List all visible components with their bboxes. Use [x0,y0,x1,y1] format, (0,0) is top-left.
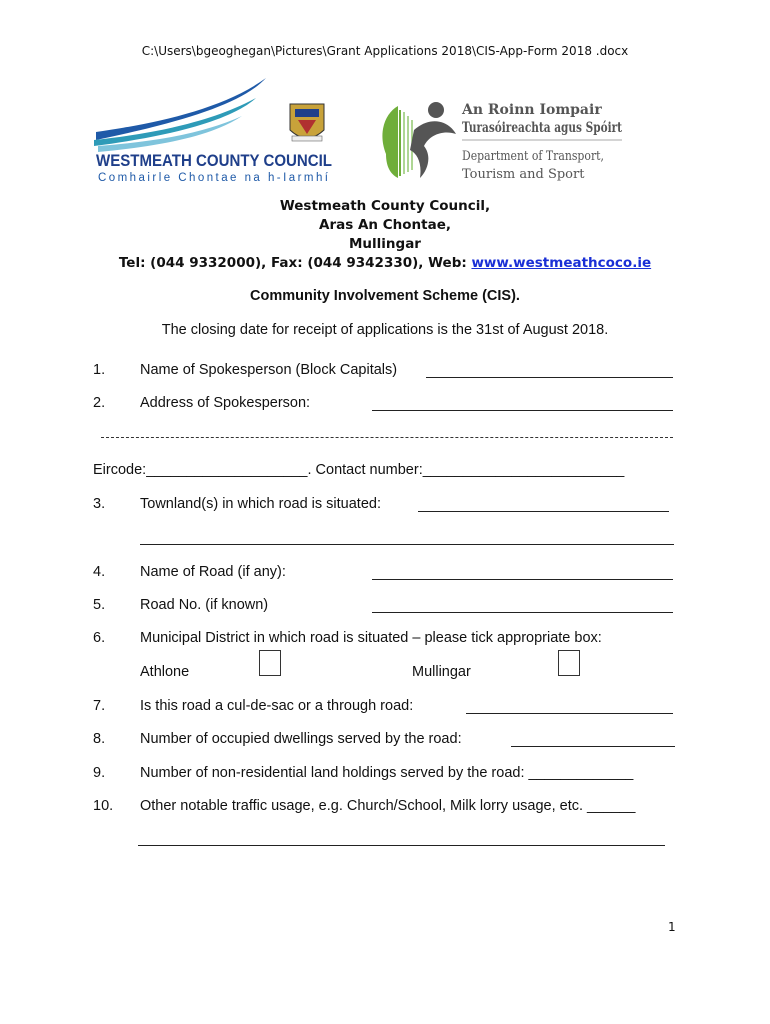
q2-number: 2. [93,395,106,411]
page-number: 1 [668,920,676,934]
q2-answer-line[interactable] [372,410,673,411]
wcc-name-text: WESTMEATH COUNTY COUNCIL [96,152,332,170]
q1-answer-line[interactable] [426,377,673,378]
closing-date-notice: The closing date for receipt of applications is the 31st of August 2018. [161,322,609,338]
q8-label: Number of occupied dwellings served by the road: [140,731,462,747]
department-transport-logo [374,94,629,184]
contact-numbers: Tel: (044 9332000), Fax: (044 9342330), Web: [118,255,472,271]
q5-answer-line[interactable] [372,612,673,613]
q10-label[interactable]: Other notable traffic usage, e.g. Church/School, Milk lorry usage, etc. ______ [140,798,636,814]
westmeath-county-council-logo [92,74,337,186]
contact-line [0,255,770,271]
q3-answer-line[interactable] [418,511,669,512]
q3-number: 3. [93,496,106,512]
q9-label[interactable]: Number of non-residential land holdings served by the road: _____________ [140,765,634,781]
dept-english-line2: Tourism and Sport [462,167,585,182]
q7-label: Is this road a cul-de-sac or a through road: [140,698,414,714]
dept-irish-line2: Turasóireachta agus Spóirt [462,120,623,136]
mullingar-checkbox[interactable] [558,650,580,676]
q10-number: 10. [93,798,114,814]
q5-label: Road No. (if known) [140,597,269,613]
dept-irish-line1: An Roinn Iompair [462,102,602,118]
wcc-irish-text: Comhairle Chontae na h-Iarmhí [98,172,328,184]
q3-answer-line-2[interactable] [140,544,674,545]
q9-number: 9. [93,765,106,781]
council-town: Mullingar [349,236,421,252]
council-name: Westmeath County Council, [279,198,491,214]
q4-number: 4. [93,564,106,580]
q8-number: 8. [93,731,106,747]
q1-label: Name of Spokesperson (Block Capitals) [140,362,398,378]
q2-label: Address of Spokesperson: [140,395,311,411]
mullingar-label: Mullingar [412,664,471,680]
council-building: Aras An Chontae, [319,217,451,233]
q1-number: 1. [93,362,106,378]
address-dashed-line[interactable] [101,437,673,438]
website-link[interactable]: www.westmeathcoco.ie [471,255,652,271]
eircode-contact-line[interactable]: Eircode:____________________. Contact number:_________________________ [93,462,625,478]
q6-number: 6. [93,630,106,646]
q4-answer-line[interactable] [372,579,673,580]
file-path: C:\Users\bgeoghegan\Pictures\Grant Applications 2018\CIS-App-Form 2018 .docx [141,44,629,58]
q8-answer-line[interactable] [511,746,675,747]
dept-english-line1: Department of Transport, [462,149,604,164]
form-title: Community Involvement Scheme (CIS). [250,288,520,304]
q5-number: 5. [93,597,106,613]
q7-number: 7. [93,698,106,714]
q6-label: Municipal District in which road is situated – please tick appropriate box: [140,630,602,646]
q7-answer-line[interactable] [466,713,673,714]
q4-label: Name of Road (if any): [140,564,286,580]
q3-label: Townland(s) in which road is situated: [140,496,381,512]
athlone-label: Athlone [140,664,190,680]
athlone-checkbox[interactable] [259,650,281,676]
q10-answer-line[interactable] [138,845,665,846]
